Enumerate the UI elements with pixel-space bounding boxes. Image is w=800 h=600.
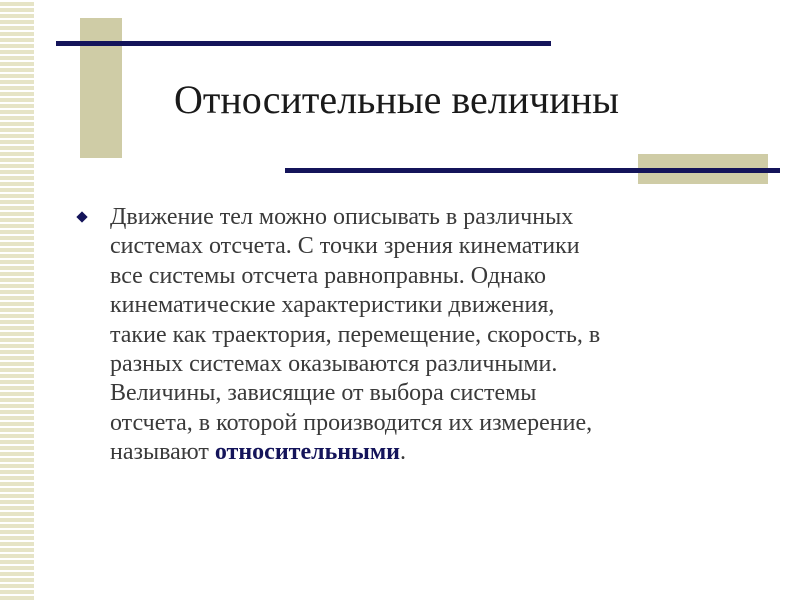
decorative-navy-line-top (56, 41, 551, 46)
body-line: Движение тел можно описывать в различных (110, 204, 574, 230)
left-stripe-pattern (0, 0, 34, 600)
body-line: такие как траектория, перемещение, скорость, в (110, 321, 601, 348)
slide-title: Относительные величины (174, 77, 619, 122)
last-line-prefix: называют (110, 439, 215, 466)
body-line: системах отсчета. С точки зрения кинематики (110, 233, 580, 260)
emphasis-term: относительными (214, 439, 400, 466)
decorative-khaki-block-top (80, 18, 122, 158)
body-line: кинематические характеристики движения, (110, 292, 555, 319)
decorative-navy-line-bottom (285, 168, 780, 173)
diamond-bullet-icon (76, 211, 87, 222)
bullet-text (110, 203, 750, 468)
body-line: Величины, зависящие от выбора системы (110, 380, 537, 407)
body-line: отсчета, в которой производится их измерение, (110, 409, 593, 436)
body-line: все системы отсчета равноправны. Однако (110, 262, 546, 289)
last-line-suffix: . (400, 439, 406, 466)
body-line-last (110, 438, 750, 467)
body-line: разных системах оказываются различными. (110, 351, 558, 378)
